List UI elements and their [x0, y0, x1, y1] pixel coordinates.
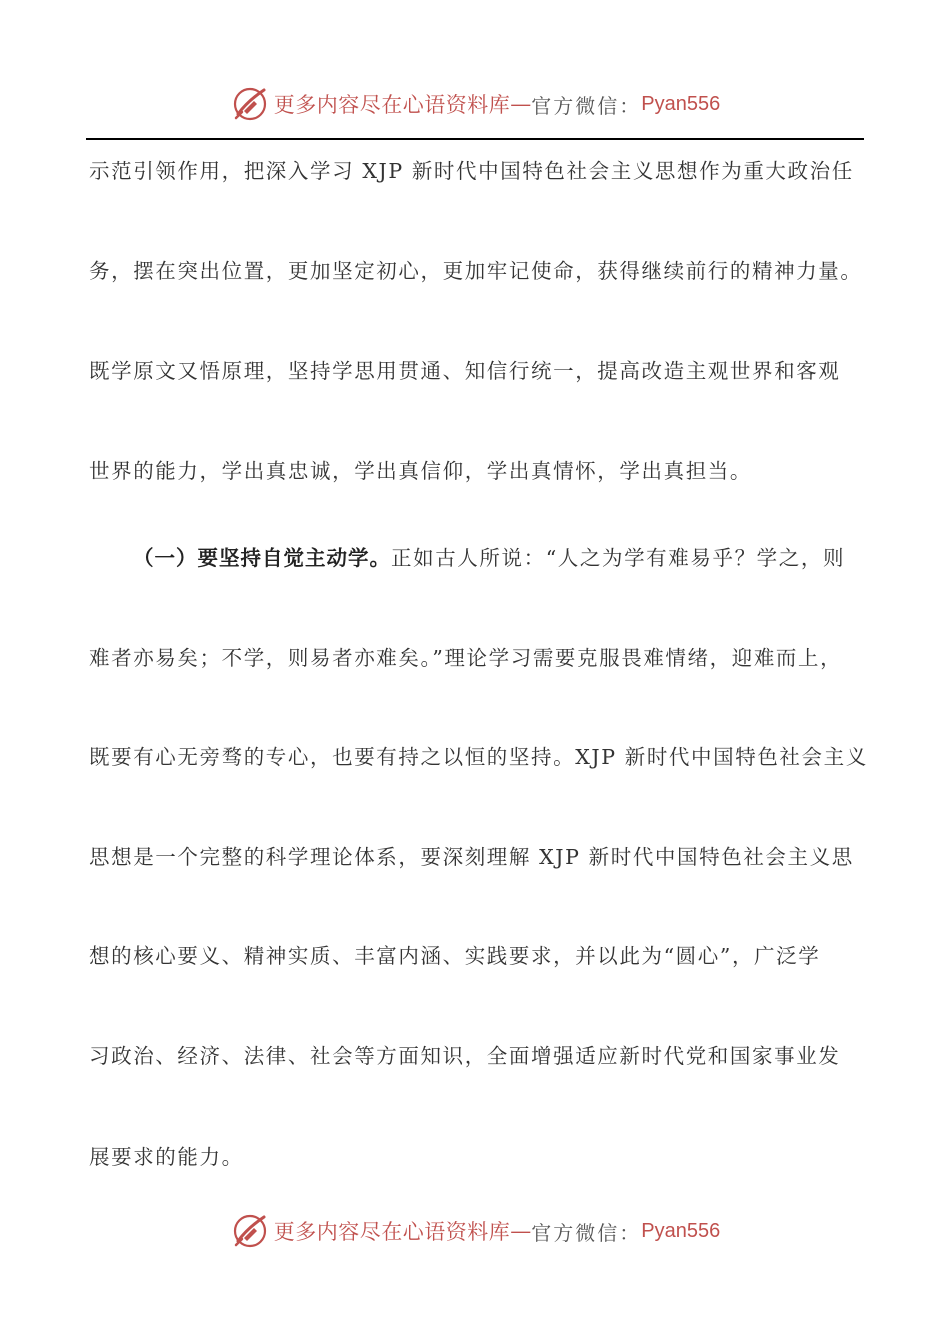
header-divider: [86, 138, 864, 140]
body-line: 示范引领作用，把深入学习 XJP 新时代中国特色社会主义思想作为重大政治任: [89, 159, 854, 183]
body-line-text: 正如古人所说：“人之为学有难易乎？学之，则: [391, 546, 846, 570]
body-line: 思想是一个完整的科学理论体系，要深刻理解 XJP 新时代中国特色社会主义思: [89, 845, 854, 869]
banner-title: 更多内容尽在心语资料库: [273, 1220, 511, 1244]
pen-logo-icon: [230, 1211, 270, 1251]
body-line: 既学原文又悟原理，坚持学思用贯通、知信行统一，提高改造主观世界和客观: [89, 359, 841, 383]
body-line: 难者亦易矣；不学，则易者亦难矣。”理论学习需要克服畏难情绪，迎难而上，: [89, 646, 843, 670]
banner-dash: —: [510, 92, 532, 116]
banner-wechat-label: 官方微信：: [531, 1220, 642, 1245]
body-line: 务，摆在突出位置，更加坚定初心，更加牢记使命，获得继续前行的精神力量。: [89, 259, 863, 283]
banner-dash: —: [510, 1219, 532, 1243]
section-heading-line: [133, 546, 845, 570]
header-banner: [0, 82, 950, 126]
banner-wechat-id: Pyan556: [641, 1219, 721, 1242]
section-heading: （一）要坚持自觉主动学。: [133, 546, 391, 570]
banner-title: 更多内容尽在心语资料库: [273, 93, 511, 117]
footer-banner: [0, 1209, 950, 1253]
pen-logo-icon: [230, 84, 270, 124]
body-line: 展要求的能力。: [89, 1145, 244, 1169]
banner-wechat-label: 官方微信：: [531, 93, 642, 118]
body-line: 世界的能力，学出真忠诚，学出真信仰，学出真情怀，学出真担当。: [89, 459, 752, 483]
banner-wechat-id: Pyan556: [641, 92, 721, 115]
body-line: 既要有心无旁骛的专心，也要有持之以恒的坚持。XJP 新时代中国特色社会主义: [89, 745, 868, 769]
body-line: 习政治、经济、法律、社会等方面知识，全面增强适应新时代党和国家事业发: [89, 1044, 841, 1068]
body-line: 想的核心要义、精神实质、丰富内涵、实践要求，并以此为“圆心”，广泛学: [89, 944, 821, 968]
